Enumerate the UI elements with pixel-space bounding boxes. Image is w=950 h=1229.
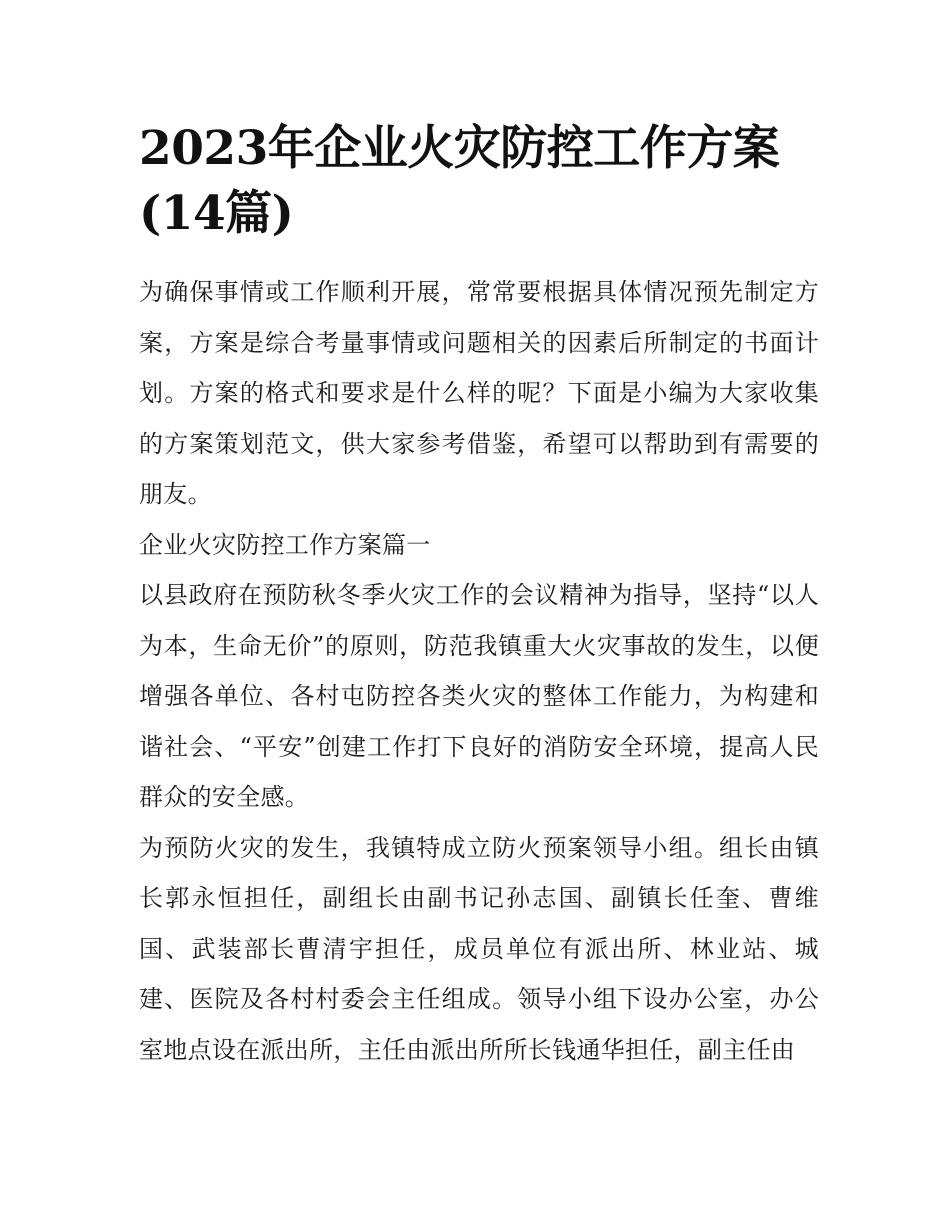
document-page: [139, 116, 819, 1075]
document-title: 2023年企业火灾防控工作方案(14篇): [139, 121, 780, 241]
intro-paragraph: 为确保事情或工作顺利开展，常常要根据具体情况预先制定方案，方案是综合考量事情或问题相关的因素后所制定的书面计划。方案的格式和要求是什么样的呢？下面是小编为大家收集的方案策划范文，供大家参考借鉴，希望可以帮助到有需要的朋友。: [139, 278, 819, 508]
body-paragraph-1: 以县政府在预防秋冬季火灾工作的会议精神为指导，坚持“以人为本，生命无价”的原则，防范我镇重大火灾事故的发生，以便增强各单位、各村屯防控各类火灾的整体工作能力，为构建和谐社会、“平安”创建工作打下良好的消防安全环境，提高人民群众的安全感。: [139, 581, 819, 811]
body-paragraph-2: 为预防火灾的发生，我镇特成立防火预案领导小组。组长由镇长郭永恒担任，副组长由副书记孙志国、副镇长任奎、曹维国、武装部长曹清宇担任，成员单位有派出所、林业站、城建、医院及各村村委会主任组成。领导小组下设办公室，办公室地点设在派出所，主任由派出所所长钱通华担任，副主任由: [139, 833, 819, 1064]
section-heading: 企业火灾防控工作方案篇一: [139, 530, 431, 559]
document-body: [139, 267, 819, 1075]
